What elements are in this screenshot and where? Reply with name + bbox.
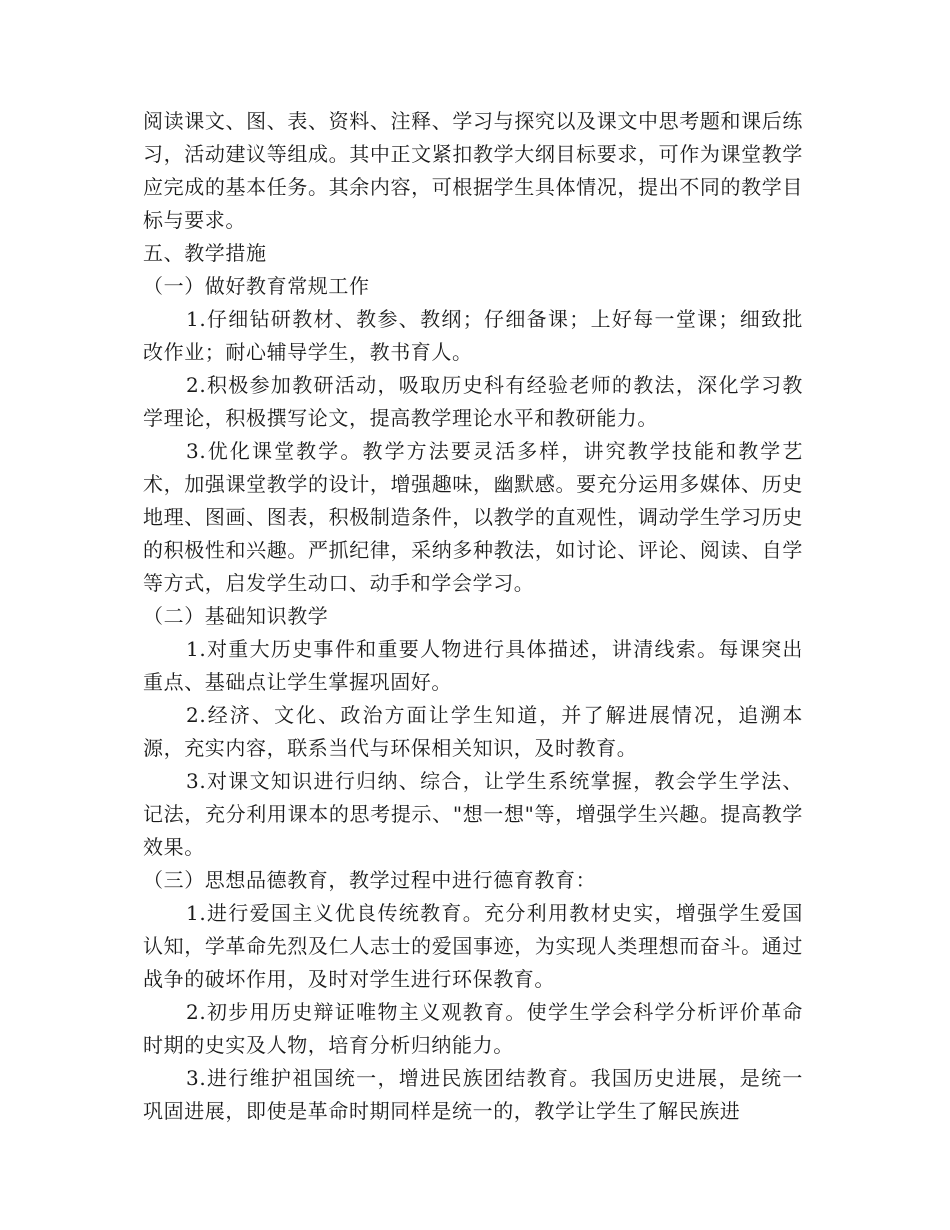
paragraph: 2.积极参加教研活动，吸取历史科有经验老师的教法，深化学习教学理论，积极撰写论文，提高教学理论水平和教研能力。 <box>143 373 803 430</box>
subsection-heading-basic-knowledge: （二）基础知识教学 <box>143 604 329 628</box>
paragraph: 1.对重大历史事件和重要人物进行具体描述，讲清线索。每课突出重点、基础点让学生掌握巩固好。 <box>143 637 803 694</box>
paragraph: 3.优化课堂教学。教学方法要灵活多样，讲究教学技能和教学艺术，加强课堂教学的设计，增强趣味，幽默感。要充分运用多媒体、历史地理、图画、图表，积极制造条件，以教学的直观性，调动学生学习历史的积极性和兴趣。严抓纪律，采纳多种教法，如讨论、评论、阅读、自学等方式，启发学生动口、动手和学会学习。 <box>143 439 803 595</box>
paragraph: 3.进行维护祖国统一，增进民族团结教育。我国历史进展，是统一巩固进展，即使是革命时期同样是统一的，教学让学生了解民族进 <box>143 1066 803 1123</box>
paragraph: 3.对课文知识进行归纳、综合，让学生系统掌握，教会学生学法、记法，充分利用课本的思考提示、"想一想"等，增强学生兴趣。提高教学效果。 <box>143 769 803 859</box>
paragraph: 1.仔细钻研教材、教参、教纲；仔细备课；上好每一堂课；细致批改作业；耐心辅导学生，教书育人。 <box>143 307 803 364</box>
section-heading-teaching-measures: 五、教学措施 <box>143 241 267 265</box>
paragraph: 1.进行爱国主义优良传统教育。充分利用教材史实，增强学生爱国认知，学革命先烈及仁人志士的爱国事迹，为实现人类理想而奋斗。通过战争的破坏作用，及时对学生进行环保教育。 <box>143 901 803 991</box>
document-body <box>143 105 803 1128</box>
paragraph-continuation: 阅读课文、图、表、资料、注释、学习与探究以及课文中思考题和课后练习，活动建议等组成。其中正文紧扣教学大纲目标要求，可作为课堂教学应完成的基本任务。其余内容，可根据学生具体情况，提出不同的教学目标与要求。 <box>143 109 803 232</box>
subsection-heading-routine-work: （一）做好教育常规工作 <box>143 274 370 298</box>
paragraph: 2.初步用历史辩证唯物主义观教育。使学生学会科学分析评价革命时期的史实及人物，培育分析归纳能力。 <box>143 1000 803 1057</box>
paragraph: 2.经济、文化、政治方面让学生知道，并了解进展情况，追溯本源，充实内容，联系当代与环保相关知识，及时教育。 <box>143 703 803 760</box>
subsection-heading-moral-education: （三）思想品德教育，教学过程中进行德育教育： <box>143 868 597 892</box>
